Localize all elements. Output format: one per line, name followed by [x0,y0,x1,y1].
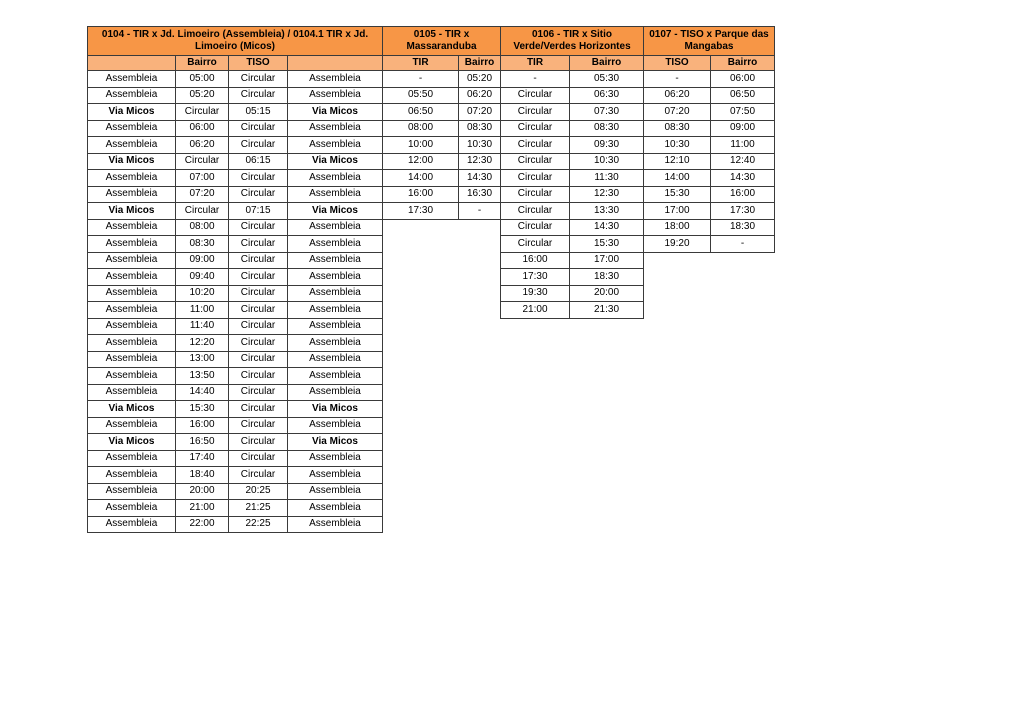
table-cell: 19:30 [501,285,570,302]
table-cell: Assembleia [88,269,176,286]
table-cell: 20:25 [229,483,288,500]
table-row [644,120,775,137]
table-cell: 12:20 [176,335,229,352]
table-row [88,302,383,319]
table-cell: Assembleia [288,467,383,484]
table-row [88,351,383,368]
table-cell: Assembleia [88,186,176,203]
table-cell: 13:00 [176,351,229,368]
table-cell: Via Micos [88,434,176,451]
table-cell: Circular [501,87,570,104]
table-cell: 18:00 [644,219,711,236]
table-cell: Via Micos [288,153,383,170]
table-cell: 09:00 [711,120,775,137]
table-title-row [88,27,383,56]
table-cell: 06:20 [459,87,501,104]
table-row [88,269,383,286]
table-cell: Assembleia [88,71,176,88]
table-cell: Assembleia [288,71,383,88]
table-cell: Circular [176,153,229,170]
table-cell: 17:30 [501,269,570,286]
table-cell: 07:15 [229,203,288,220]
table-cell: 08:30 [644,120,711,137]
table-cell: Assembleia [288,516,383,533]
table-row [383,71,501,88]
table-cell: Assembleia [288,384,383,401]
table-cell: Assembleia [288,483,383,500]
table-row [644,153,775,170]
table-row [88,516,383,533]
table-cell: 09:30 [570,137,644,154]
table-row [88,417,383,434]
table-row [88,384,383,401]
table-cell: Circular [229,302,288,319]
table-cell: Assembleia [288,285,383,302]
table-header-row [383,56,501,71]
table-cell: 14:40 [176,384,229,401]
table-cell: Circular [176,104,229,121]
table-title-row [644,27,775,56]
table-cell: 06:00 [176,120,229,137]
table-cell: Circular [501,104,570,121]
table-row [501,285,644,302]
table-cell: 12:30 [570,186,644,203]
table-cell: Circular [229,285,288,302]
table-cell: Circular [229,401,288,418]
table-row [383,87,501,104]
table-cell: 07:50 [711,104,775,121]
table-cell: Assembleia [288,318,383,335]
table-cell: 21:00 [501,302,570,319]
table-cell: 20:00 [570,285,644,302]
table-row [501,170,644,187]
table-row [88,285,383,302]
table-cell: 07:20 [176,186,229,203]
table-row [88,219,383,236]
table-cell: Via Micos [88,104,176,121]
table-cell: Assembleia [88,252,176,269]
table-cell: Assembleia [288,450,383,467]
table-cell: Assembleia [288,186,383,203]
table-cell: Assembleia [88,87,176,104]
table-cell: Via Micos [88,401,176,418]
column-header: Bairro [711,56,775,71]
table-header-row [88,56,383,71]
table-cell: 12:00 [383,153,459,170]
schedule-table-0107 [643,26,775,253]
table-cell: - [501,71,570,88]
table-cell: 07:30 [570,104,644,121]
table-cell: 21:30 [570,302,644,319]
table-row [88,500,383,517]
table-cell: Assembleia [88,285,176,302]
table-cell: Circular [229,252,288,269]
table-cell: Circular [229,467,288,484]
table-cell: 17:30 [383,203,459,220]
table-cell: Circular [176,203,229,220]
column-header [288,56,383,71]
table-row [88,236,383,253]
schedule-table-0106 [500,26,644,319]
table-cell: Assembleia [88,170,176,187]
table-cell: 07:00 [176,170,229,187]
table-cell: Assembleia [88,467,176,484]
table-cell: Assembleia [288,302,383,319]
table-row [88,483,383,500]
table-cell: Via Micos [288,203,383,220]
table-cell: Assembleia [288,269,383,286]
table-row [88,186,383,203]
table-cell: Circular [501,236,570,253]
table-row [501,203,644,220]
table-cell: Circular [229,120,288,137]
table-cell: 08:00 [176,219,229,236]
table-cell: 06:20 [176,137,229,154]
table-row [644,219,775,236]
table-cell: Assembleia [88,219,176,236]
column-header [88,56,176,71]
table-cell: Assembleia [88,368,176,385]
table-cell: Assembleia [288,368,383,385]
table-cell: Circular [229,417,288,434]
table-cell: Circular [229,368,288,385]
table-cell: Circular [229,450,288,467]
table-title: 0105 - TIR x Massaranduba [383,27,501,56]
table-row [501,153,644,170]
table-cell: Circular [501,170,570,187]
table-row [88,252,383,269]
table-row [501,269,644,286]
table-row [88,104,383,121]
table-cell: 18:30 [711,219,775,236]
table-row [88,137,383,154]
table-cell: Assembleia [88,483,176,500]
table-cell: 14:30 [570,219,644,236]
table-row [383,170,501,187]
table-cell: Circular [229,236,288,253]
table-row [88,401,383,418]
table-cell: 12:40 [711,153,775,170]
table-cell: Assembleia [288,335,383,352]
table-cell: Circular [501,203,570,220]
table-cell: Assembleia [288,500,383,517]
table-cell: Assembleia [288,137,383,154]
table-cell: 05:20 [176,87,229,104]
column-header: TISO [229,56,288,71]
table-cell: 07:20 [459,104,501,121]
table-cell: 18:30 [570,269,644,286]
table-cell: Circular [501,120,570,137]
table-cell: 15:30 [644,186,711,203]
table-cell: Circular [229,318,288,335]
table-cell: Circular [229,384,288,401]
table-cell: Via Micos [88,203,176,220]
table-cell: 06:30 [570,87,644,104]
table-cell: 06:20 [644,87,711,104]
table-cell: 11:40 [176,318,229,335]
table-title: 0107 - TISO x Parque das Mangabas [644,27,775,56]
table-row [644,104,775,121]
table-row [644,137,775,154]
table-cell: 14:30 [711,170,775,187]
table-cell: 11:00 [176,302,229,319]
column-header: Bairro [570,56,644,71]
table-row [383,137,501,154]
table-row [88,170,383,187]
table-cell: Via Micos [88,153,176,170]
table-cell: Via Micos [288,434,383,451]
table-cell: 06:50 [383,104,459,121]
table-row [644,186,775,203]
table-row [644,236,775,253]
table-row [501,186,644,203]
table-row [501,120,644,137]
table-row [501,137,644,154]
table-cell: 14:00 [383,170,459,187]
table-cell: 11:00 [711,137,775,154]
table-row [88,87,383,104]
table-cell: 11:30 [570,170,644,187]
table-cell: Assembleia [88,351,176,368]
table-row [501,302,644,319]
table-cell: 10:30 [459,137,501,154]
table-cell: Assembleia [88,516,176,533]
table-cell: Assembleia [288,120,383,137]
table-cell: 12:30 [459,153,501,170]
column-header: TISO [644,56,711,71]
table-row [644,87,775,104]
table-cell: Circular [229,71,288,88]
table-cell: 17:30 [711,203,775,220]
schedule-table-0104 [87,26,383,533]
table-cell: Assembleia [88,236,176,253]
table-cell: Assembleia [88,384,176,401]
table-cell: 09:00 [176,252,229,269]
table-row [644,203,775,220]
table-row [88,318,383,335]
table-cell: 10:00 [383,137,459,154]
table-cell: Circular [229,170,288,187]
table-cell: 06:00 [711,71,775,88]
table-cell: 21:00 [176,500,229,517]
table-cell: Circular [229,351,288,368]
table-cell: 10:20 [176,285,229,302]
table-cell: Circular [229,219,288,236]
table-header-row [501,56,644,71]
table-cell: Assembleia [288,417,383,434]
table-row [501,87,644,104]
table-cell: Circular [501,219,570,236]
table-cell: 13:30 [570,203,644,220]
table-header-row [644,56,775,71]
table-cell: Assembleia [88,137,176,154]
table-row [88,450,383,467]
table-cell: 15:30 [570,236,644,253]
table-cell: Assembleia [88,318,176,335]
table-title-row [383,27,501,56]
table-cell: Assembleia [288,87,383,104]
column-header: Bairro [459,56,501,71]
table-cell: 21:25 [229,500,288,517]
table-row [501,104,644,121]
table-cell: 15:30 [176,401,229,418]
column-header: Bairro [176,56,229,71]
table-cell: Circular [501,153,570,170]
table-cell: Assembleia [288,351,383,368]
table-row [383,104,501,121]
table-cell: 08:30 [459,120,501,137]
table-cell: Circular [229,269,288,286]
table-row [88,153,383,170]
table-row [88,120,383,137]
table-title-row [501,27,644,56]
table-row [88,71,383,88]
table-cell: 09:40 [176,269,229,286]
table-cell: 14:30 [459,170,501,187]
table-cell: 13:50 [176,368,229,385]
table-row [644,71,775,88]
table-cell: Assembleia [88,335,176,352]
table-row [88,335,383,352]
table-cell: - [383,71,459,88]
table-cell: Assembleia [88,450,176,467]
table-row [88,434,383,451]
table-cell: Assembleia [88,417,176,434]
schedule-table-0105 [382,26,501,220]
table-cell: 08:00 [383,120,459,137]
table-cell: Via Micos [288,104,383,121]
table-cell: 16:30 [459,186,501,203]
column-header: TIR [501,56,570,71]
table-cell: 22:00 [176,516,229,533]
table-cell: Assembleia [288,236,383,253]
table-cell: - [711,236,775,253]
table-cell: Circular [229,335,288,352]
table-cell: 05:50 [383,87,459,104]
table-cell: 06:50 [711,87,775,104]
table-row [501,219,644,236]
table-cell: Assembleia [88,120,176,137]
table-cell: 12:10 [644,153,711,170]
table-row [644,170,775,187]
table-row [501,71,644,88]
table-row [383,186,501,203]
table-cell: 08:30 [570,120,644,137]
table-cell: Assembleia [288,219,383,236]
table-cell: 05:00 [176,71,229,88]
table-row [88,368,383,385]
table-cell: 16:00 [501,252,570,269]
table-cell: Circular [229,137,288,154]
table-cell: 05:30 [570,71,644,88]
table-cell: Circular [229,434,288,451]
table-cell: Assembleia [288,170,383,187]
table-cell: 17:00 [644,203,711,220]
table-cell: Assembleia [288,252,383,269]
table-cell: 17:00 [570,252,644,269]
table-row [383,203,501,220]
table-cell: 16:00 [383,186,459,203]
table-cell: 18:40 [176,467,229,484]
table-row [383,120,501,137]
table-cell: Assembleia [88,302,176,319]
table-cell: - [644,71,711,88]
table-cell: Assembleia [88,500,176,517]
table-cell: Circular [229,87,288,104]
table-cell: 10:30 [570,153,644,170]
table-cell: 14:00 [644,170,711,187]
table-cell: 20:00 [176,483,229,500]
table-cell: 06:15 [229,153,288,170]
table-cell: 07:20 [644,104,711,121]
table-cell: - [459,203,501,220]
table-cell: 22:25 [229,516,288,533]
table-cell: 17:40 [176,450,229,467]
table-row [501,236,644,253]
table-cell: 16:00 [176,417,229,434]
column-header: TIR [383,56,459,71]
table-cell: Circular [501,137,570,154]
table-title: 0106 - TIR x Sitio Verde/Verdes Horizontes [501,27,644,56]
table-cell: 16:00 [711,186,775,203]
table-cell: Circular [501,186,570,203]
table-cell: 10:30 [644,137,711,154]
table-row [501,252,644,269]
table-cell: Circular [229,186,288,203]
table-cell: Via Micos [288,401,383,418]
table-row [88,467,383,484]
table-cell: 16:50 [176,434,229,451]
table-title: 0104 - TIR x Jd. Limoeiro (Assembleia) / 0104.1 TIR x Jd. Limoeiro (Micos) [88,27,383,56]
table-row [88,203,383,220]
table-cell: 19:20 [644,236,711,253]
table-cell: 05:15 [229,104,288,121]
table-cell: 05:20 [459,71,501,88]
table-row [383,153,501,170]
table-cell: 08:30 [176,236,229,253]
